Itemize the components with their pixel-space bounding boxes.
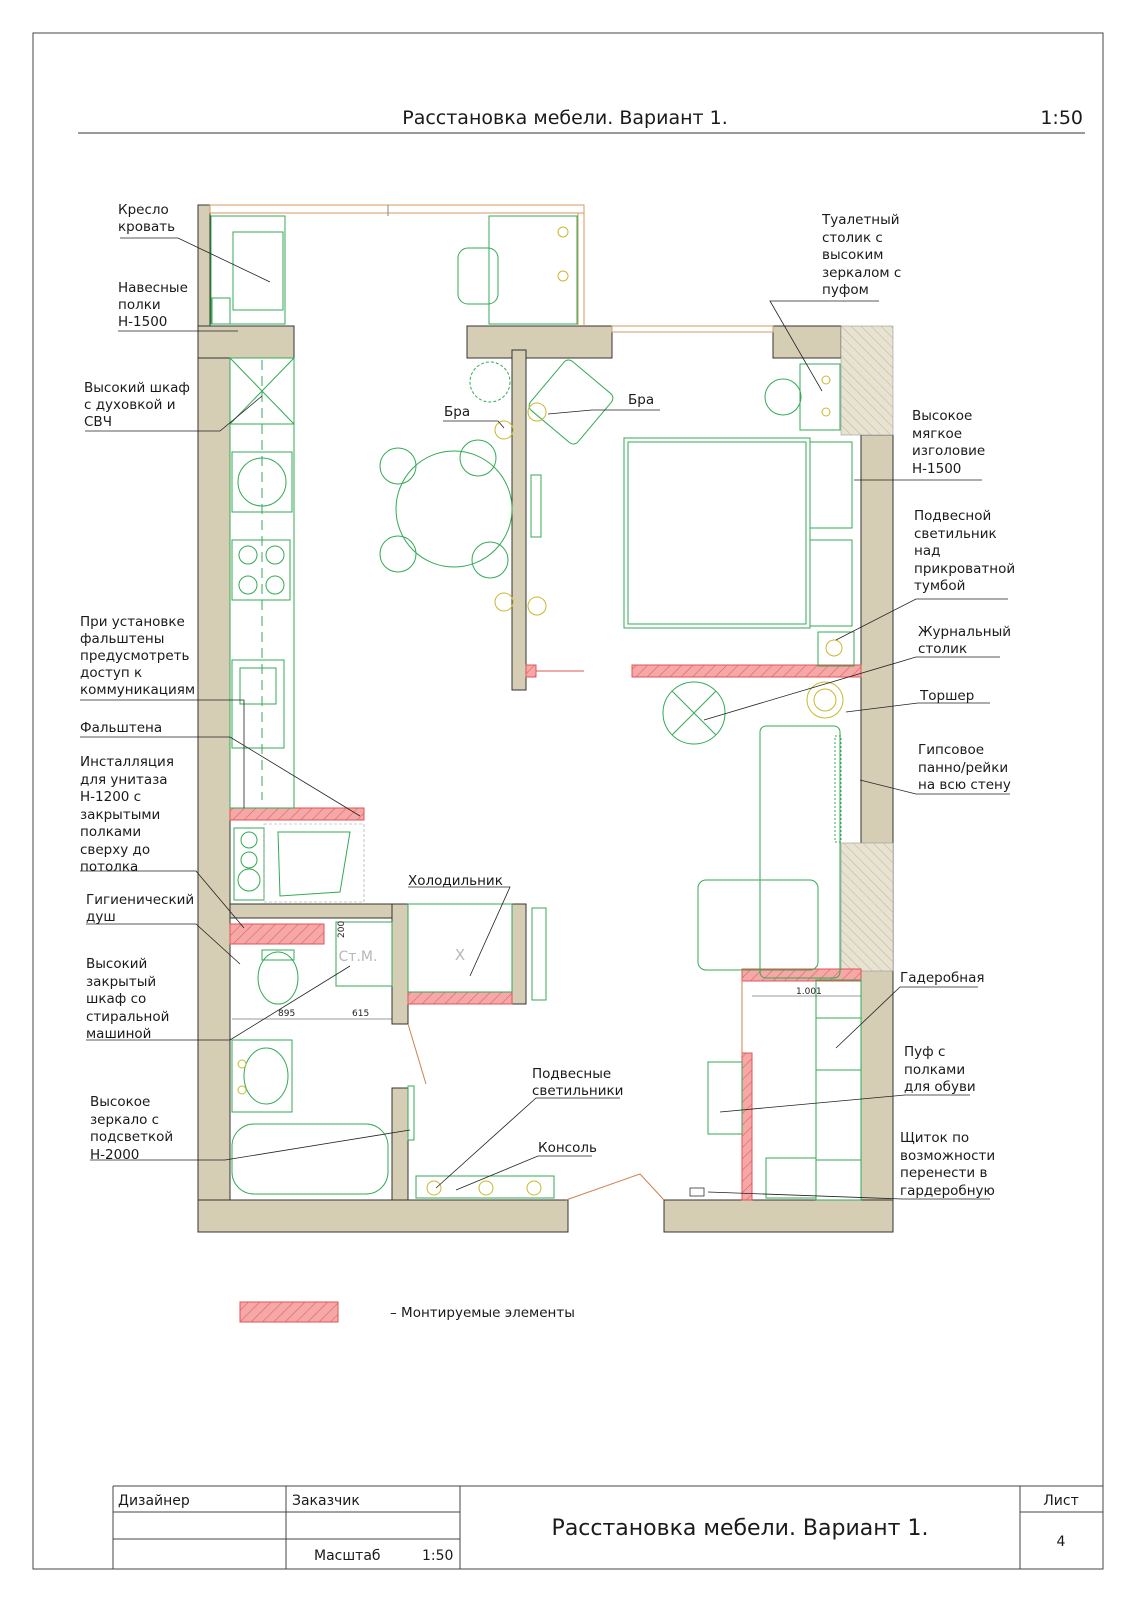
armchair bbox=[527, 358, 616, 447]
shower-tray bbox=[278, 832, 350, 896]
dining-table bbox=[396, 451, 512, 567]
label-dressing-table: Туалетный столик с высоким зеркалом с пуфом bbox=[822, 212, 902, 298]
lighting bbox=[238, 227, 843, 1195]
plant bbox=[470, 362, 510, 402]
label-tall-cabinet-oven: Высокий шкаф с духовкой и СВЧ bbox=[84, 380, 190, 430]
legend bbox=[240, 1302, 575, 1322]
stamp-designer-label: Дизайнер bbox=[118, 1493, 190, 1509]
sofa bbox=[760, 726, 840, 978]
label-pouf: Пуф с полками для обуви bbox=[904, 1044, 976, 1095]
legend-text: – Монтируемые элементы bbox=[390, 1305, 575, 1321]
stamp-scale-value: 1:50 bbox=[422, 1548, 454, 1564]
washing-machine-mark: Ст.М. bbox=[338, 949, 378, 965]
sconce-left bbox=[495, 421, 513, 439]
pouf-shelf bbox=[708, 1062, 742, 1134]
fridge-mark: Х bbox=[454, 946, 466, 964]
pillow-bottom bbox=[810, 540, 852, 626]
stamp-client-label: Заказчик bbox=[292, 1493, 360, 1509]
pendant-3 bbox=[527, 1181, 541, 1195]
label-pendant-lights: Подвесные светильники bbox=[532, 1066, 624, 1099]
bathtub bbox=[232, 1124, 388, 1194]
wall-bath-right-upper bbox=[392, 904, 408, 1024]
dim-895: 895 bbox=[278, 1009, 296, 1019]
mounted-installation bbox=[230, 924, 324, 944]
stamp-scale-label: Масштаб bbox=[314, 1548, 381, 1564]
label-floor-lamp: Торшер bbox=[920, 688, 975, 704]
mounted-fridge-wall bbox=[408, 992, 512, 1004]
furniture bbox=[211, 216, 861, 1200]
label-coffee-table: Журнальный столик bbox=[918, 624, 1012, 657]
pillow-top bbox=[810, 442, 852, 528]
doors bbox=[408, 671, 742, 1200]
wall-bath-right-lower bbox=[392, 1088, 408, 1200]
label-pendant-bedside: Подвесной светильник над прикроватной тумбой bbox=[914, 508, 1016, 594]
stamp-title: Расстановка мебели. Вариант 1. bbox=[551, 1516, 929, 1541]
label-hygienic-shower: Гигиенический душ bbox=[86, 892, 195, 925]
stamp-sheet-label: Лист bbox=[1043, 1493, 1079, 1509]
label-console: Консоль bbox=[538, 1140, 597, 1156]
title-block bbox=[113, 1486, 1103, 1569]
label-wall-shelves: Навесные полки Н-1500 bbox=[118, 280, 188, 330]
legend-swatch bbox=[240, 1302, 338, 1322]
mounted-bedroom-partition bbox=[632, 665, 861, 677]
desk bbox=[489, 216, 577, 324]
double-bed bbox=[624, 438, 810, 628]
sheet-scale: 1:50 bbox=[1040, 107, 1083, 129]
sconce-right bbox=[528, 403, 546, 421]
stamp-sheet-number: 4 bbox=[1056, 1534, 1066, 1550]
label-armchair-bed: Кресло кровать bbox=[118, 202, 176, 235]
wall-bath-top bbox=[230, 904, 408, 918]
sheet-title: Расстановка мебели. Вариант 1. bbox=[402, 107, 728, 129]
wall-fridge-right bbox=[512, 904, 526, 1004]
washbasin bbox=[232, 1040, 292, 1112]
label-toilet-installation: Инсталляция для унитаза Н-1200 с закрытыми полками сверху до потолка bbox=[80, 754, 174, 875]
label-headboard: Высокое мягкое изголовие Н-1500 bbox=[912, 408, 986, 477]
desk-chair bbox=[458, 248, 498, 304]
bedside-pendant bbox=[826, 640, 842, 656]
wardrobe bbox=[816, 980, 861, 1200]
wall-partition bbox=[512, 350, 526, 690]
label-wardrobe: Гадеробная bbox=[900, 970, 985, 986]
dim-615: 615 bbox=[352, 1009, 370, 1019]
mounted-door-jamb bbox=[526, 665, 536, 677]
wall-top-middle bbox=[467, 326, 612, 358]
mounted-wardrobe-side bbox=[742, 1053, 752, 1200]
label-sconce-left: Бра bbox=[444, 404, 471, 420]
pendant-1 bbox=[427, 1181, 441, 1195]
label-switchboard: Щиток по возможности перенести в гардеробную bbox=[900, 1130, 996, 1199]
label-false-wall: Фальштена bbox=[80, 720, 163, 736]
label-gypsum-panel: Гипсовое панно/рейки на всю стену bbox=[918, 742, 1011, 793]
wall-ghost-mid bbox=[841, 843, 893, 971]
wall-top-right bbox=[773, 326, 841, 358]
mounted-false-wall bbox=[230, 808, 364, 820]
label-fridge: Холодильник bbox=[408, 873, 503, 889]
wall-right bbox=[861, 435, 893, 1232]
dim-1001: 1.001 bbox=[796, 987, 822, 997]
dim-200: 200 bbox=[337, 920, 347, 938]
wall-ghost-top bbox=[841, 326, 893, 435]
wall-bottom-right bbox=[664, 1200, 893, 1232]
wall-bottom-left bbox=[198, 1200, 568, 1232]
pendant-2 bbox=[479, 1181, 493, 1195]
label-tall-closed-cabinet: Высокий закрытый шкаф со стиральной машиной bbox=[86, 956, 170, 1042]
label-tall-mirror: Высокое зеркало с подсветкой Н-2000 bbox=[90, 1094, 174, 1163]
windows bbox=[210, 205, 773, 332]
label-false-wall-note: При установке фальштены предусмотреть доступ к коммуникациям bbox=[80, 614, 196, 698]
label-sconce-right: Бра bbox=[628, 392, 655, 408]
